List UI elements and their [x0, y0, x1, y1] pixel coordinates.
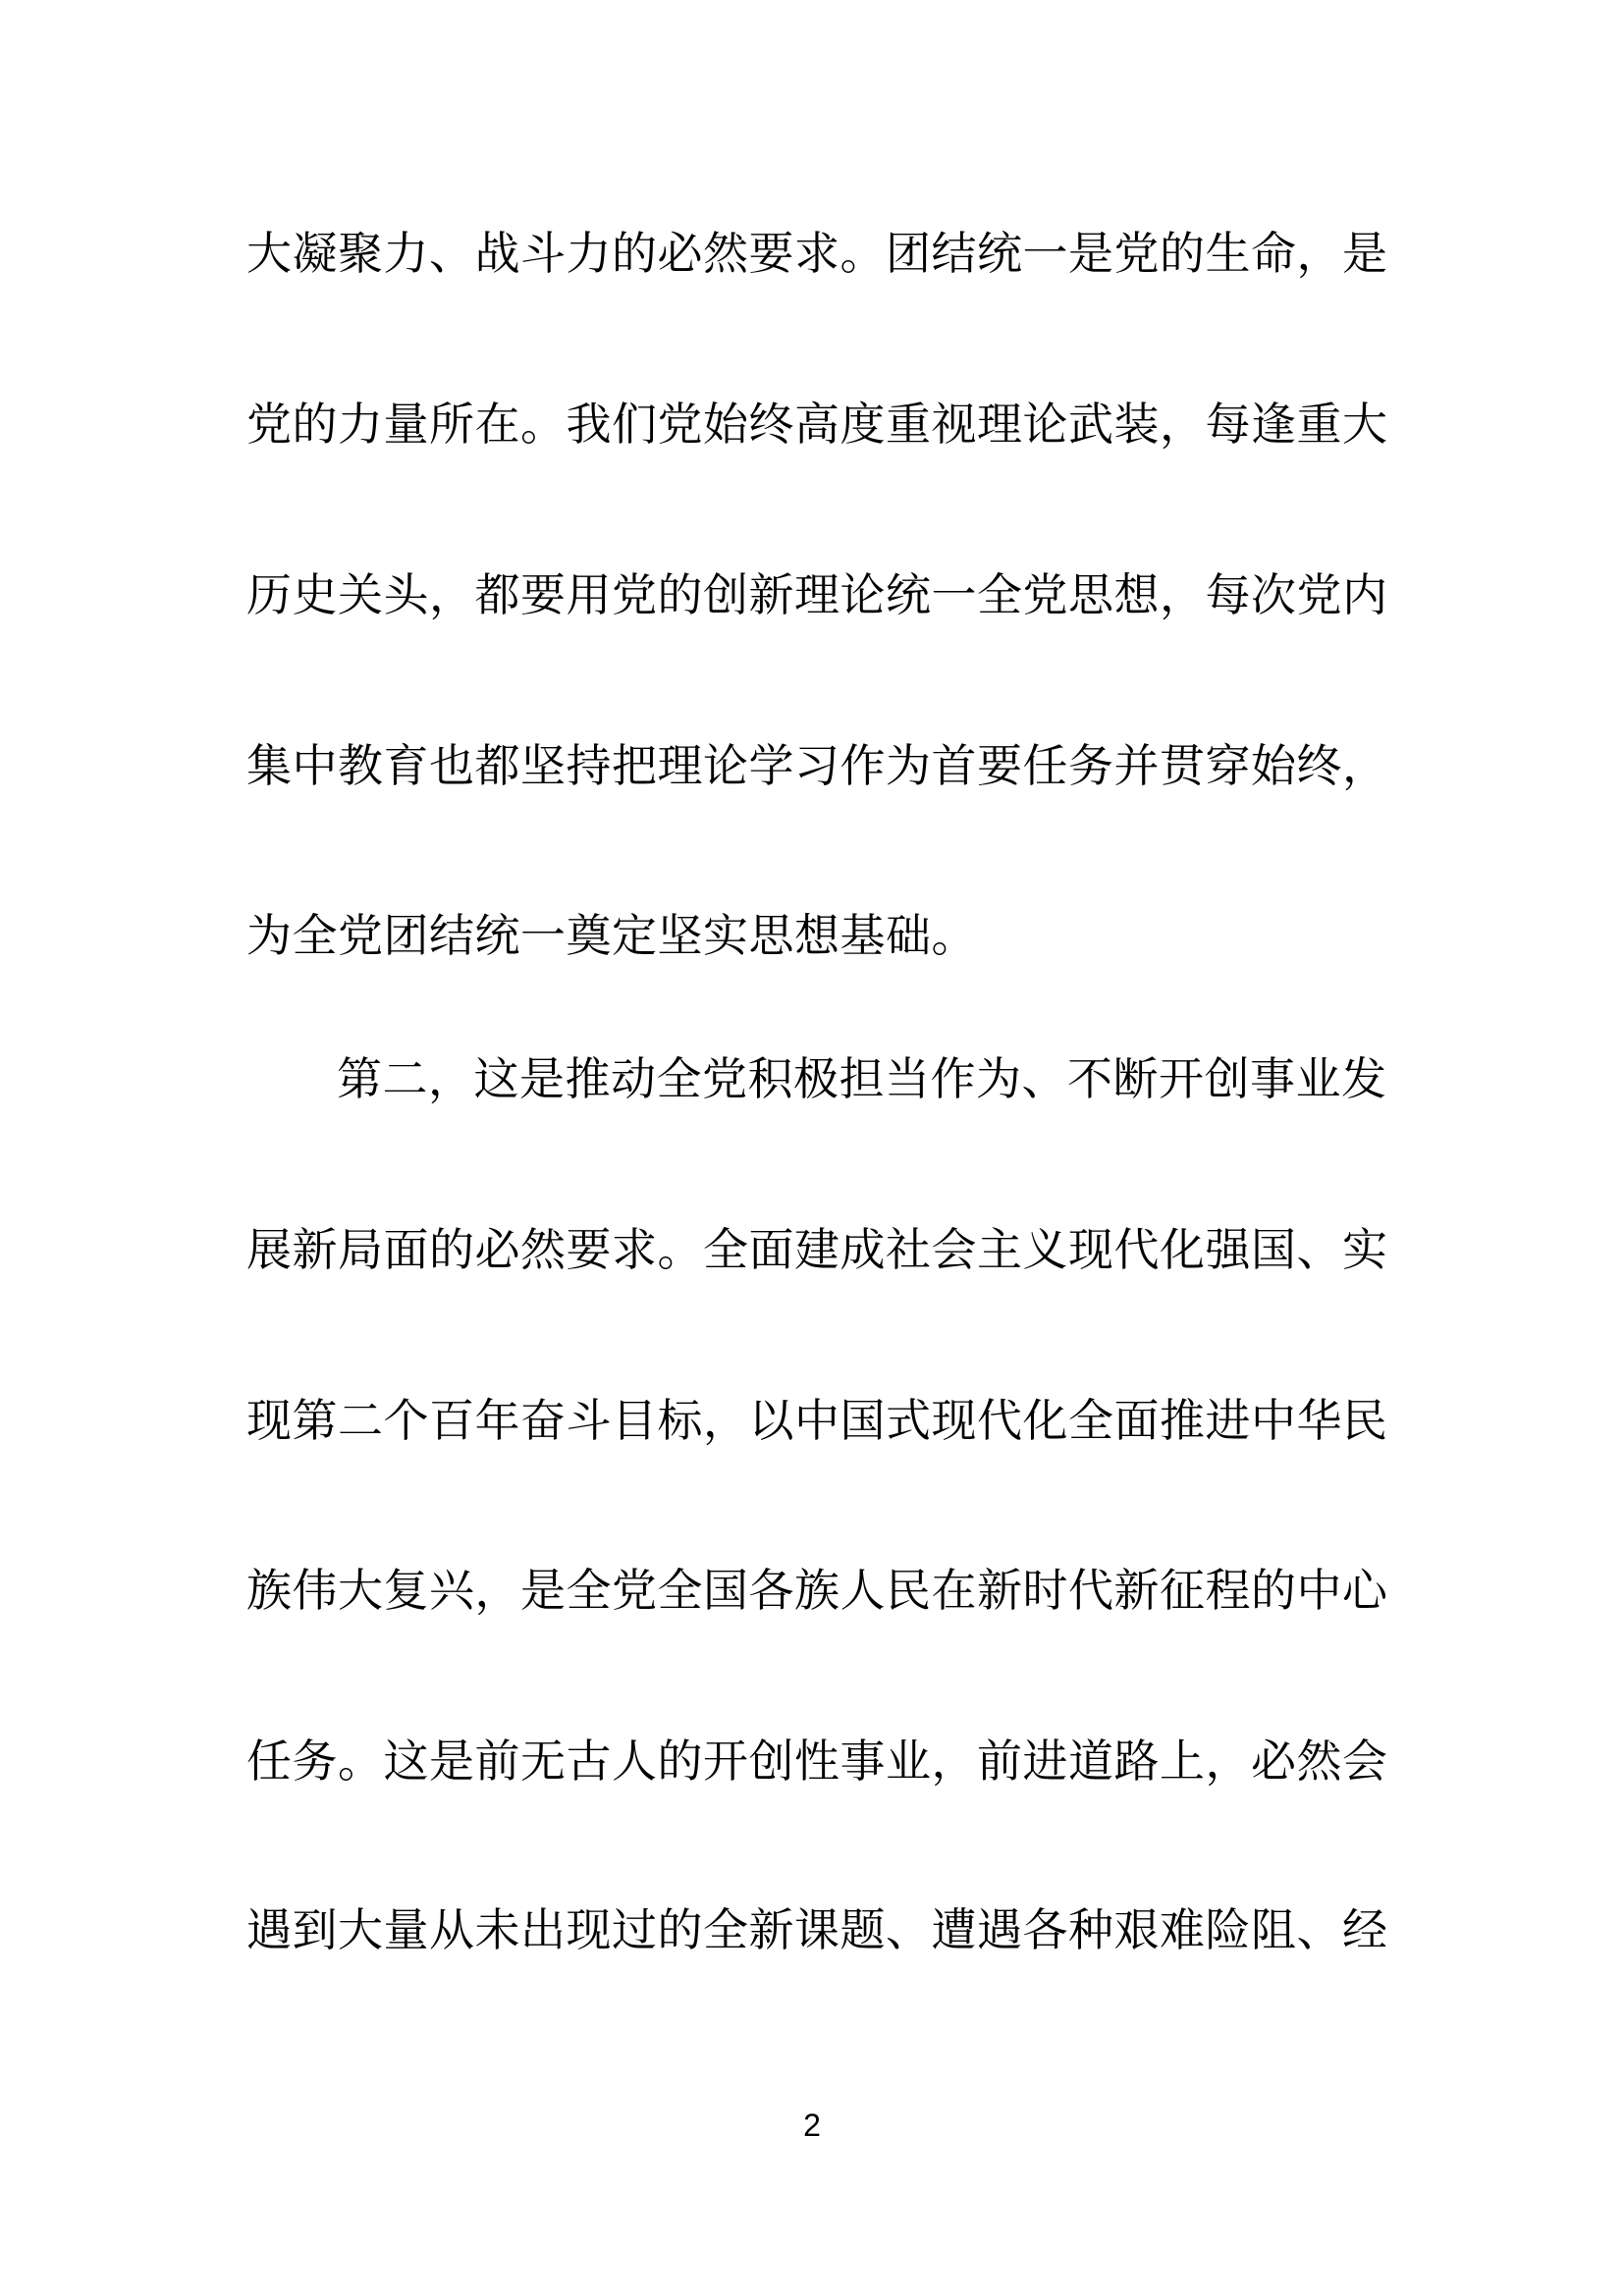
text-line: 展新局面的必然要求。全面建成社会主义现代化强国、实	[246, 1223, 1388, 1276]
text-line: 族伟大复兴，是全党全国各族人民在新时代新征程的中心	[246, 1564, 1388, 1617]
text-line: 为全党团结统一奠定坚实思想基础。	[246, 909, 977, 962]
text-line: 集中教育也都坚持把理论学习作为首要任务并贯穿始终，	[246, 739, 1388, 792]
text-line: 遇到大量从未出现过的全新课题、遭遇各种艰难险阻、经	[246, 1903, 1388, 1956]
text-line: 任务。这是前无古人的开创性事业，前进道路上，必然会	[246, 1735, 1388, 1788]
paragraph-first-line: 第二，这是推动全党积极担当作为、不断开创事业发	[337, 1052, 1387, 1105]
text-line: 党的力量所在。我们党始终高度重视理论武装，每逢重大	[246, 398, 1388, 451]
text-line: 大凝聚力、战斗力的必然要求。团结统一是党的生命，是	[246, 227, 1388, 280]
text-line: 历史关头，都要用党的创新理论统一全党思想，每次党内	[246, 568, 1388, 621]
page-number: 2	[803, 2108, 821, 2143]
text-line: 现第二个百年奋斗目标，以中国式现代化全面推进中华民	[246, 1394, 1388, 1447]
